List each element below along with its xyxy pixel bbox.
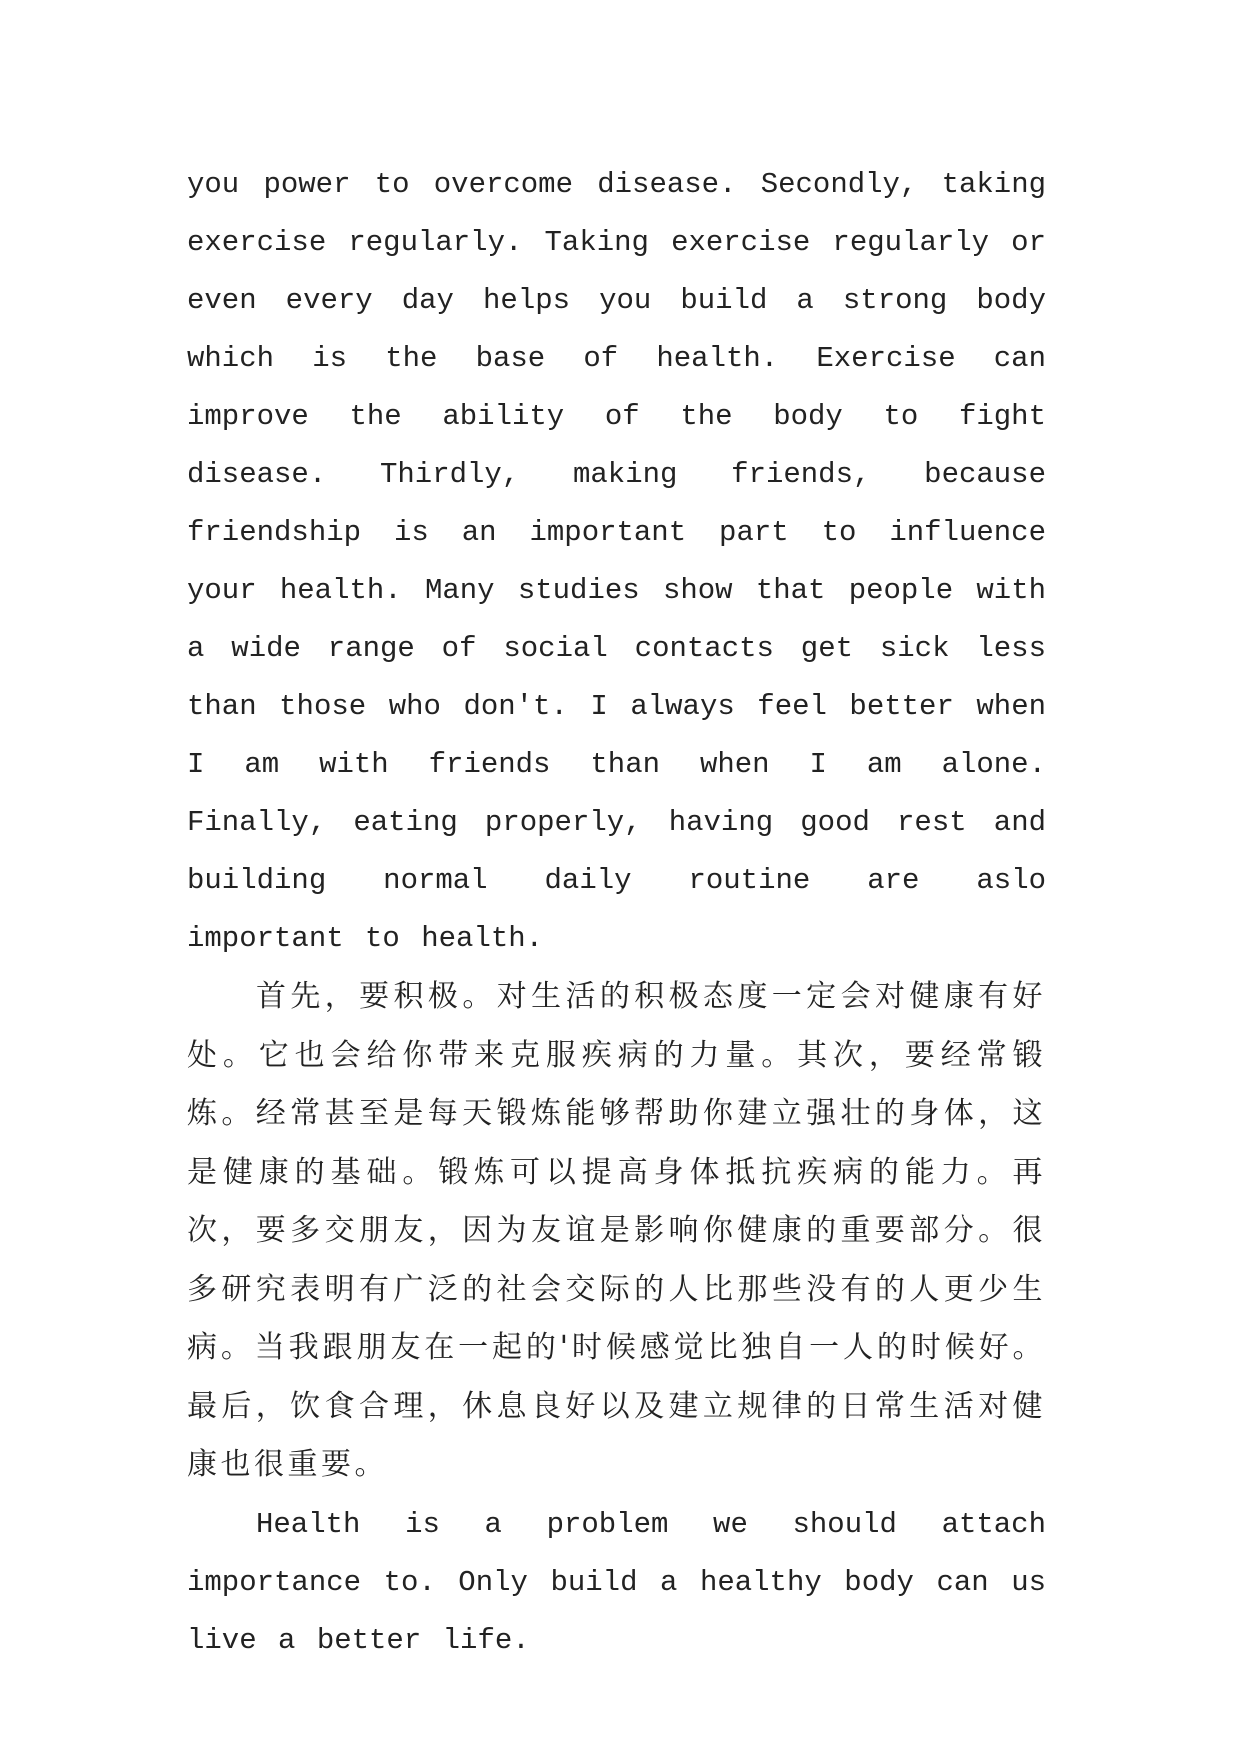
english-conclusion-paragraph: Health is a problem we should attach importance to. Only build a healthy body can us live a better life. [187,1507,1046,1657]
english-paragraph-continued: you power to overcome disease. Secondly, taking exercise regularly. Taking exercise regularly or even every day helps you build a strong body which is the base of health. Exercise can improve the ability of the body to fight disease. Thirdly, making friends, because friendship is an important part to influence your health. Many studies show that people with a wide range of social contacts get sick less than those who don't. I always feel better when I am with friends than when I am alone. Finally, eating properly, having good rest and building normal daily routine are aslo important to health. [187,168,1046,955]
chinese-paragraph: 首先，要积极。对生活的积极态度一定会对健康有好处。它也会给你带来克服疾病的力量。其次，要经常锻炼。经常甚至是每天锻炼能够帮助你建立强壮的身体，这是健康的基础。锻炼可以提高身体抵抗疾病的能力。再次，要多交朋友，因为友谊是影响你健康的重要部分。很多研究表明有广泛的社会交际的人比那些没有的人更少生病。当我跟朋友在一起的'时候感觉比独自一人的时候好。最后，饮食合理，休息良好以及建立规律的日常生活对健康也很重要。 [187,979,1046,1482]
document-body [187,156,1046,1670]
